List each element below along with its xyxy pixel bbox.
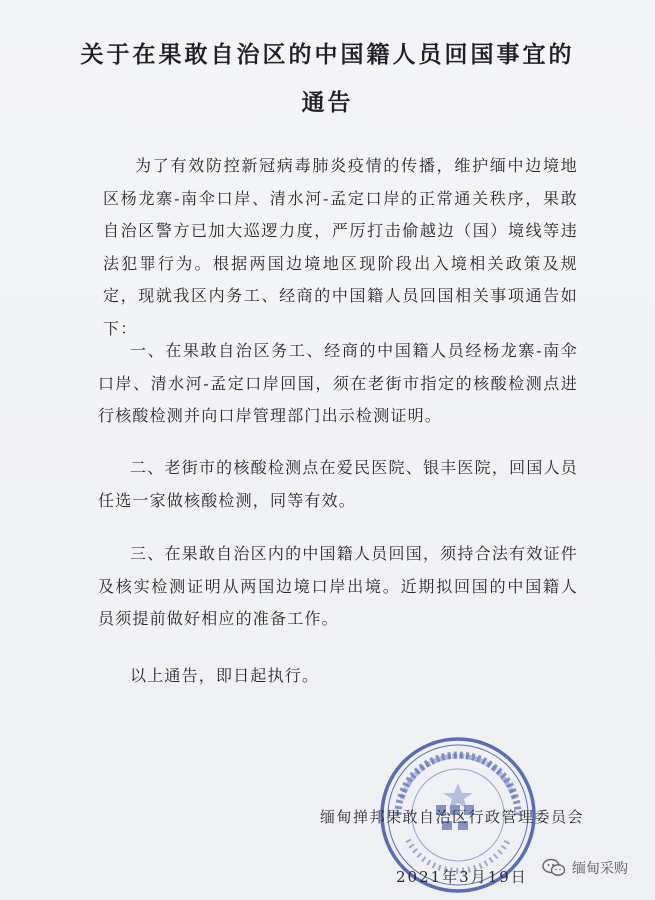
paragraph-intro: 为了有效防控新冠病毒肺炎疫情的传播，维护缅中边境地区杨龙寨-南伞口岸、清水河-孟定口岸的正常通关秩序，果敢自治区警方已加大巡逻力度，严厉打击偷越边（国）境线等违法犯罪行为。根据两国边境地区现阶段出入境相关政策及规定，现就我区内务工、经商的中国籍人员回国相关事项通告如下：: [103, 156, 578, 338]
paragraph-closing: 以上通告，即日起执行。: [130, 666, 320, 685]
document-title-line-2: 通告: [301, 89, 354, 116]
document-title-line-1: 关于在果敢自治区的中国籍人员回国事宜的: [80, 41, 575, 68]
paragraph-item-1: 一、在果敢自治区务工、经商的中国籍人员经杨龙寨-南伞口岸、清水河-孟定口岸回国，须在老街市指定的核酸检测点进行核酸检测并向口岸管理部门出示检测证明。: [98, 341, 578, 425]
issuer-signature: 缅甸掸邦果敢自治区行政管理委员会: [320, 808, 585, 826]
watermark-text: 缅甸采购: [572, 861, 628, 877]
wechat-icon: [542, 858, 566, 878]
paragraph-item-2: 二、老街市的核酸检测点在爱民医院、银丰医院，回国人员任选一家做核酸检测，同等有效。: [98, 458, 578, 510]
paragraph-item-3: 三、在果敢自治区内的中国籍人员回国，须持合法有效证件及核实检测证明从两国边境口岸出境。近期拟回国的中国籍人员须提前做好相应的准备工作。: [98, 544, 578, 628]
issue-date: 2021年3月19日: [396, 868, 528, 886]
wechat-watermark: [542, 858, 628, 878]
